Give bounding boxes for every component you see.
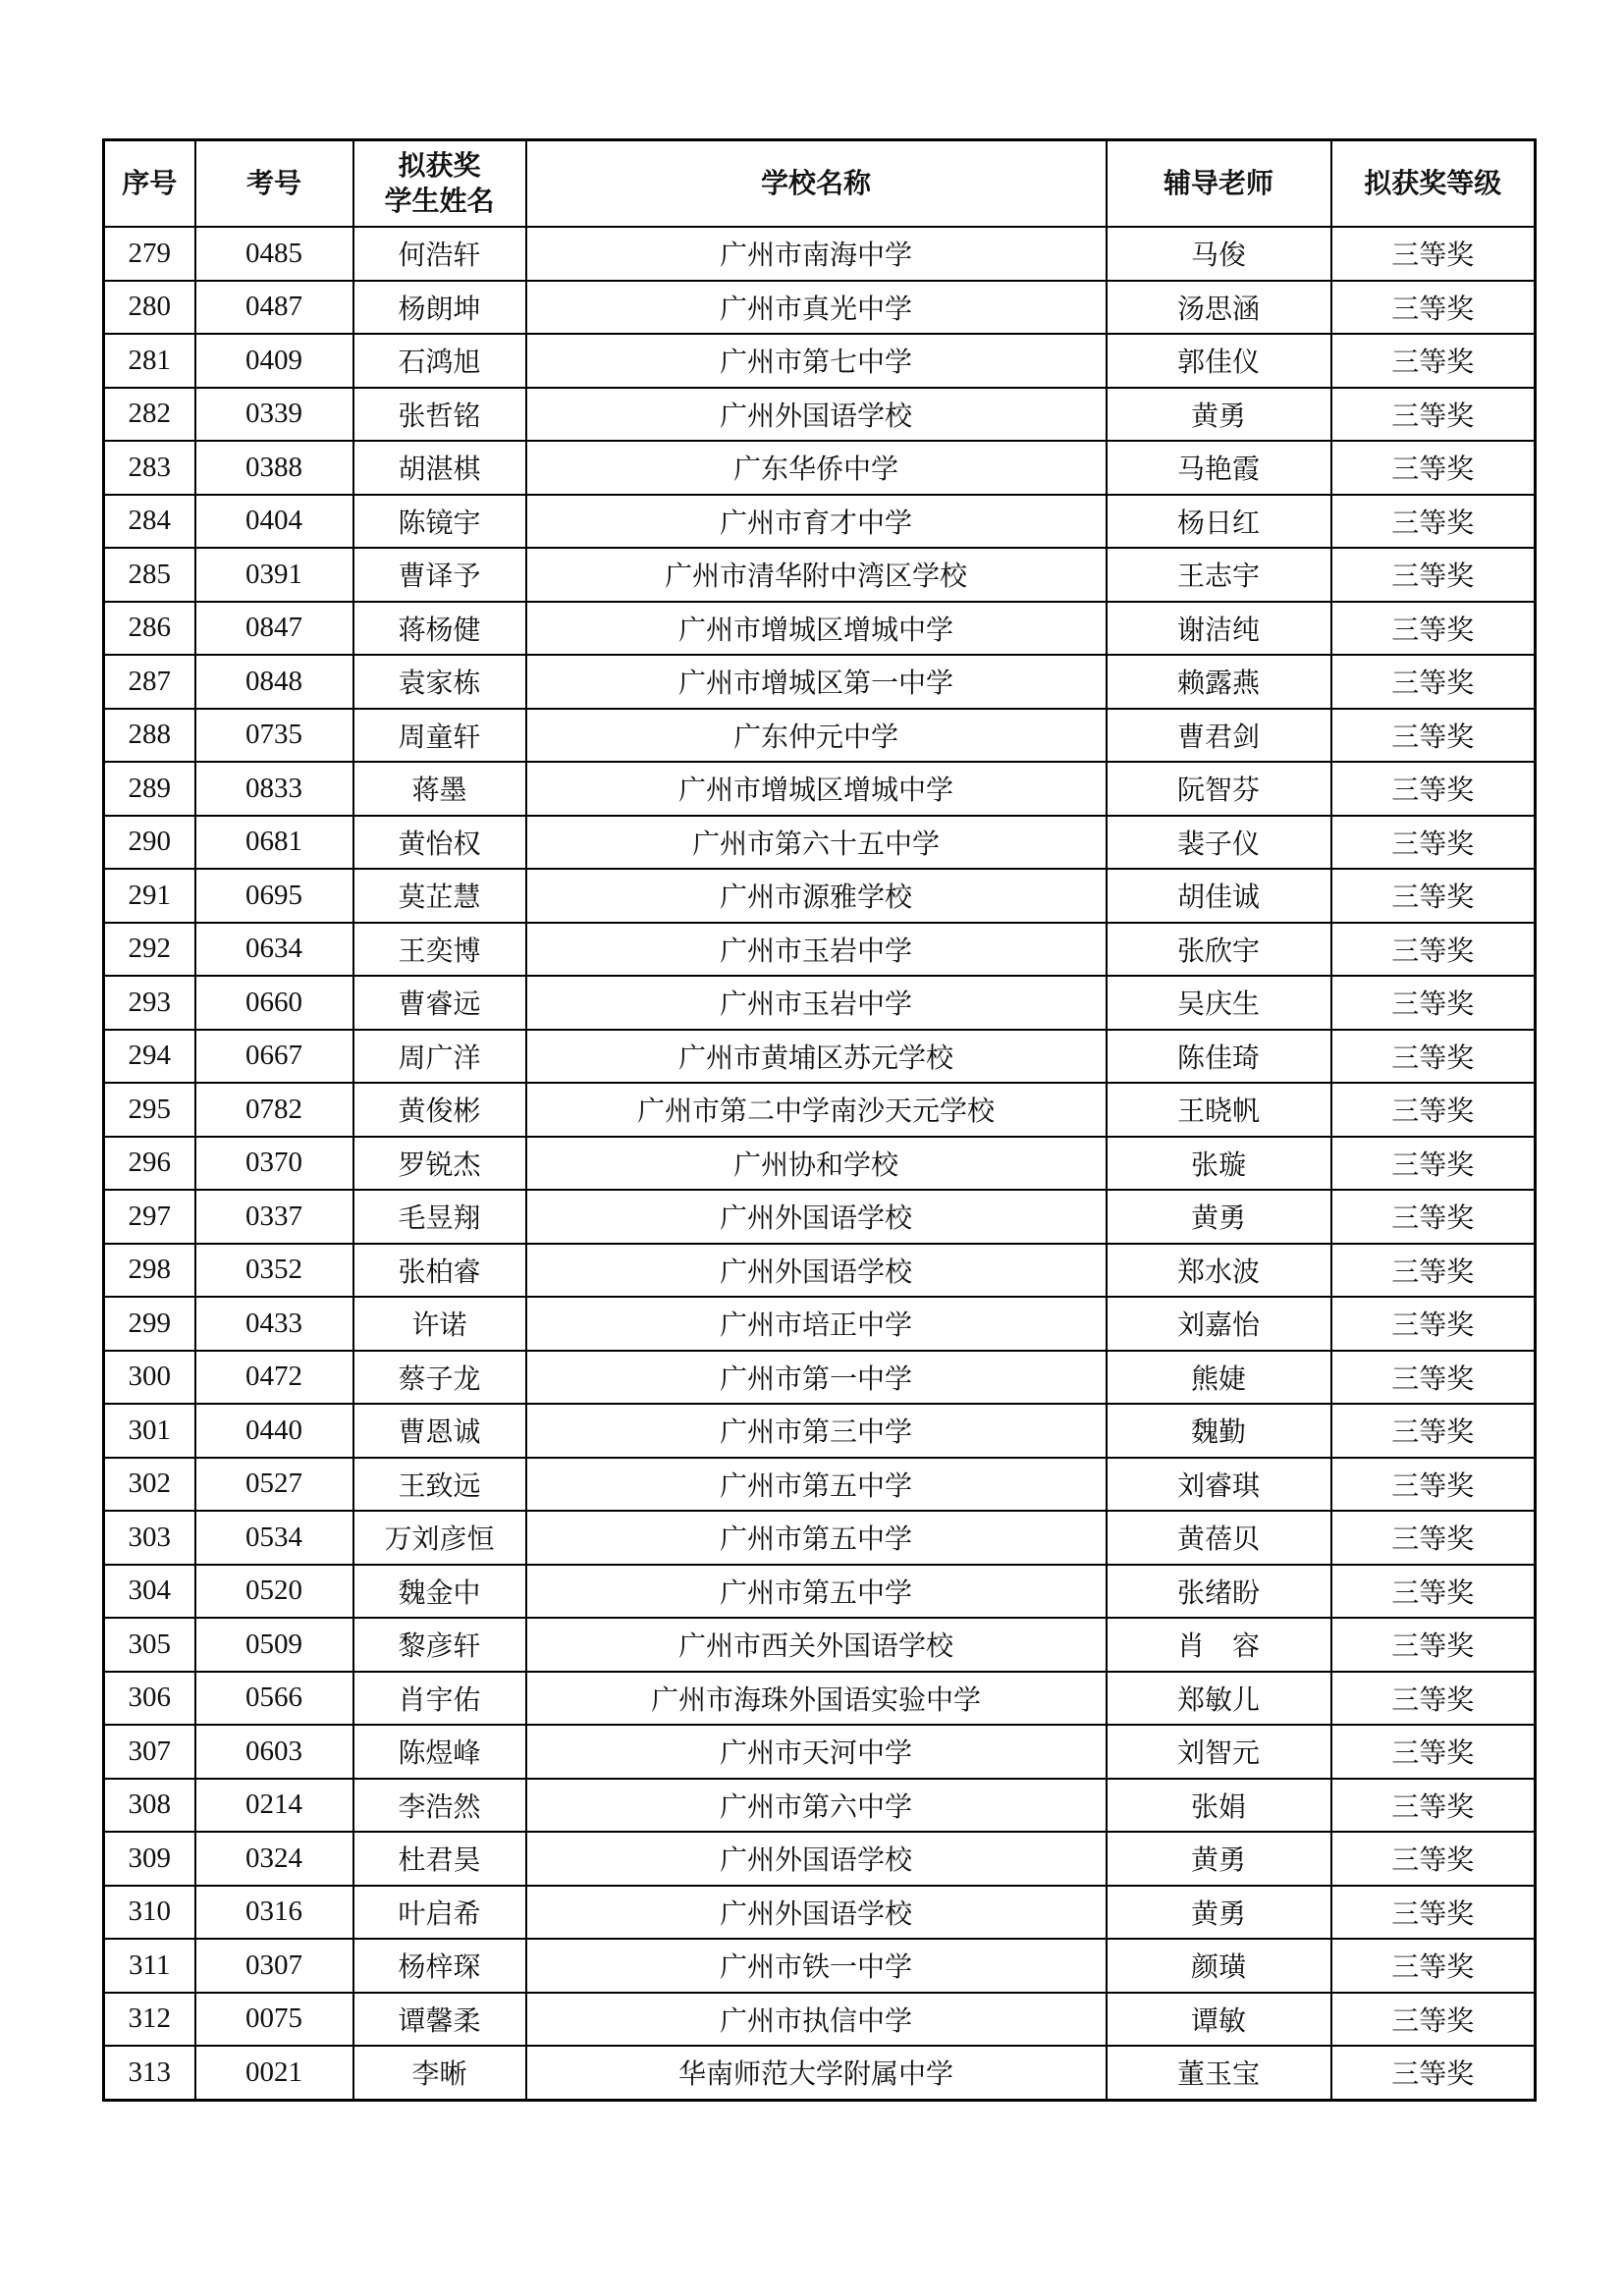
cell-student-name: 李浩然	[353, 1779, 526, 1833]
cell-student-name: 李晰	[353, 2046, 526, 2100]
cell-student-name: 杜君昊	[353, 1832, 526, 1886]
cell-exam-no: 0316	[195, 1886, 353, 1940]
cell-student-name: 罗锐杰	[353, 1137, 526, 1191]
cell-school: 广州外国语学校	[526, 388, 1107, 442]
cell-teacher: 阮智芬	[1107, 762, 1331, 816]
cell-exam-no: 0534	[195, 1511, 353, 1565]
cell-student-name: 曹睿远	[353, 976, 526, 1030]
cell-teacher: 赖露燕	[1107, 655, 1331, 709]
cell-teacher: 胡佳诚	[1107, 869, 1331, 923]
header-award-level: 拟获奖等级	[1331, 140, 1536, 228]
cell-teacher: 王志宇	[1107, 548, 1331, 602]
header-school: 学校名称	[526, 140, 1107, 228]
cell-student-name: 王奕博	[353, 923, 526, 977]
cell-exam-no: 0075	[195, 1993, 353, 2047]
cell-teacher: 马艳霞	[1107, 441, 1331, 495]
cell-school: 广州市海珠外国语实验中学	[526, 1672, 1107, 1726]
table-row	[104, 602, 1536, 656]
table-row	[104, 1886, 1536, 1940]
table-row	[104, 2046, 1536, 2100]
cell-award-level: 三等奖	[1331, 1993, 1536, 2047]
table-row	[104, 1511, 1536, 1565]
cell-seq: 292	[104, 923, 195, 977]
cell-exam-no: 0307	[195, 1939, 353, 1993]
cell-seq: 297	[104, 1190, 195, 1244]
cell-school: 广州市源雅学校	[526, 869, 1107, 923]
cell-student-name: 陈镜宇	[353, 495, 526, 549]
table-row	[104, 1137, 1536, 1191]
table-row	[104, 227, 1536, 281]
cell-seq: 281	[104, 334, 195, 388]
cell-school: 广州市玉岩中学	[526, 923, 1107, 977]
cell-teacher: 黄勇	[1107, 1190, 1331, 1244]
cell-award-level: 三等奖	[1331, 1779, 1536, 1833]
cell-exam-no: 0527	[195, 1458, 353, 1512]
cell-student-name: 张柏睿	[353, 1244, 526, 1298]
cell-award-level: 三等奖	[1331, 1672, 1536, 1726]
cell-school: 广州市西关外国语学校	[526, 1618, 1107, 1672]
cell-student-name: 陈煜峰	[353, 1725, 526, 1779]
table-row	[104, 1565, 1536, 1619]
award-list-table	[102, 138, 1537, 2102]
cell-school: 华南师范大学附属中学	[526, 2046, 1107, 2100]
table-row	[104, 923, 1536, 977]
cell-award-level: 三等奖	[1331, 2046, 1536, 2100]
cell-student-name: 蔡子龙	[353, 1351, 526, 1405]
cell-student-name: 肖宇佑	[353, 1672, 526, 1726]
cell-student-name: 张哲铭	[353, 388, 526, 442]
cell-teacher: 吴庆生	[1107, 976, 1331, 1030]
table-row	[104, 1939, 1536, 1993]
cell-award-level: 三等奖	[1331, 1939, 1536, 1993]
cell-award-level: 三等奖	[1331, 1404, 1536, 1458]
table-row	[104, 976, 1536, 1030]
cell-school: 广州市第五中学	[526, 1565, 1107, 1619]
cell-exam-no: 0214	[195, 1779, 353, 1833]
cell-award-level: 三等奖	[1331, 602, 1536, 656]
cell-student-name: 许诺	[353, 1297, 526, 1351]
cell-school: 广州市培正中学	[526, 1297, 1107, 1351]
cell-student-name: 万刘彦恒	[353, 1511, 526, 1565]
cell-award-level: 三等奖	[1331, 1190, 1536, 1244]
cell-exam-no: 0667	[195, 1030, 353, 1084]
cell-school: 广州外国语学校	[526, 1886, 1107, 1940]
cell-teacher: 颜璜	[1107, 1939, 1331, 1993]
cell-school: 广东华侨中学	[526, 441, 1107, 495]
cell-seq: 307	[104, 1725, 195, 1779]
cell-seq: 295	[104, 1083, 195, 1137]
header-exam-no: 考号	[195, 140, 353, 228]
cell-exam-no: 0603	[195, 1725, 353, 1779]
cell-exam-no: 0337	[195, 1190, 353, 1244]
cell-seq: 296	[104, 1137, 195, 1191]
cell-seq: 310	[104, 1886, 195, 1940]
cell-exam-no: 0695	[195, 869, 353, 923]
cell-school: 广州市执信中学	[526, 1993, 1107, 2047]
cell-award-level: 三等奖	[1331, 1725, 1536, 1779]
cell-award-level: 三等奖	[1331, 495, 1536, 549]
cell-student-name: 黄俊彬	[353, 1083, 526, 1137]
table-row	[104, 1297, 1536, 1351]
table-row	[104, 1244, 1536, 1298]
cell-seq: 285	[104, 548, 195, 602]
cell-seq: 288	[104, 709, 195, 763]
cell-exam-no: 0782	[195, 1083, 353, 1137]
cell-school: 广州市清华附中湾区学校	[526, 548, 1107, 602]
cell-school: 广州市第五中学	[526, 1511, 1107, 1565]
header-student-name-line1: 拟获奖	[398, 149, 481, 182]
cell-award-level: 三等奖	[1331, 709, 1536, 763]
cell-school: 广东仲元中学	[526, 709, 1107, 763]
cell-teacher: 谭敏	[1107, 1993, 1331, 2047]
cell-teacher: 曹君剑	[1107, 709, 1331, 763]
cell-award-level: 三等奖	[1331, 976, 1536, 1030]
cell-school: 广州市第六中学	[526, 1779, 1107, 1833]
table-row	[104, 1083, 1536, 1137]
cell-student-name: 莫芷慧	[353, 869, 526, 923]
cell-seq: 302	[104, 1458, 195, 1512]
header-teacher: 辅导老师	[1107, 140, 1331, 228]
cell-exam-no: 0324	[195, 1832, 353, 1886]
cell-seq: 305	[104, 1618, 195, 1672]
cell-teacher: 张绪盼	[1107, 1565, 1331, 1619]
cell-award-level: 三等奖	[1331, 1137, 1536, 1191]
cell-teacher: 张欣宇	[1107, 923, 1331, 977]
cell-award-level: 三等奖	[1331, 869, 1536, 923]
cell-exam-no: 0433	[195, 1297, 353, 1351]
cell-exam-no: 0352	[195, 1244, 353, 1298]
cell-seq: 311	[104, 1939, 195, 1993]
cell-student-name: 王致远	[353, 1458, 526, 1512]
cell-exam-no: 0634	[195, 923, 353, 977]
cell-student-name: 周广洋	[353, 1030, 526, 1084]
cell-exam-no: 0472	[195, 1351, 353, 1405]
cell-exam-no: 0388	[195, 441, 353, 495]
cell-teacher: 谢洁纯	[1107, 602, 1331, 656]
cell-teacher: 黄勇	[1107, 1832, 1331, 1886]
cell-exam-no: 0487	[195, 281, 353, 335]
cell-seq: 280	[104, 281, 195, 335]
cell-student-name: 何浩轩	[353, 227, 526, 281]
cell-seq: 284	[104, 495, 195, 549]
cell-student-name: 石鸿旭	[353, 334, 526, 388]
cell-seq: 312	[104, 1993, 195, 2047]
cell-school: 广州外国语学校	[526, 1244, 1107, 1298]
cell-teacher: 郑水波	[1107, 1244, 1331, 1298]
cell-seq: 304	[104, 1565, 195, 1619]
cell-student-name: 毛昱翔	[353, 1190, 526, 1244]
cell-award-level: 三等奖	[1331, 1244, 1536, 1298]
cell-teacher: 黄勇	[1107, 1886, 1331, 1940]
table-row	[104, 1458, 1536, 1512]
cell-seq: 279	[104, 227, 195, 281]
cell-student-name: 蒋墨	[353, 762, 526, 816]
cell-seq: 298	[104, 1244, 195, 1298]
table-row	[104, 816, 1536, 870]
table-row	[104, 762, 1536, 816]
cell-school: 广州市天河中学	[526, 1725, 1107, 1779]
cell-school: 广州市第三中学	[526, 1404, 1107, 1458]
cell-award-level: 三等奖	[1331, 1297, 1536, 1351]
cell-seq: 293	[104, 976, 195, 1030]
cell-exam-no: 0847	[195, 602, 353, 656]
cell-school: 广州市第一中学	[526, 1351, 1107, 1405]
cell-exam-no: 0021	[195, 2046, 353, 2100]
cell-seq: 282	[104, 388, 195, 442]
cell-school: 广州市铁一中学	[526, 1939, 1107, 1993]
cell-exam-no: 0509	[195, 1618, 353, 1672]
cell-student-name: 曹译予	[353, 548, 526, 602]
cell-student-name: 杨朗坤	[353, 281, 526, 335]
cell-seq: 303	[104, 1511, 195, 1565]
table-row	[104, 869, 1536, 923]
cell-seq: 294	[104, 1030, 195, 1084]
cell-teacher: 董玉宝	[1107, 2046, 1331, 2100]
cell-seq: 286	[104, 602, 195, 656]
cell-seq: 306	[104, 1672, 195, 1726]
cell-student-name: 黎彦轩	[353, 1618, 526, 1672]
table-row	[104, 709, 1536, 763]
cell-teacher: 黄蓓贝	[1107, 1511, 1331, 1565]
cell-school: 广州市第七中学	[526, 334, 1107, 388]
cell-seq: 290	[104, 816, 195, 870]
cell-award-level: 三等奖	[1331, 1886, 1536, 1940]
cell-award-level: 三等奖	[1331, 816, 1536, 870]
cell-school: 广州市增城区增城中学	[526, 762, 1107, 816]
cell-award-level: 三等奖	[1331, 1351, 1536, 1405]
cell-award-level: 三等奖	[1331, 334, 1536, 388]
cell-teacher: 熊婕	[1107, 1351, 1331, 1405]
cell-award-level: 三等奖	[1331, 388, 1536, 442]
header-student-name	[353, 140, 526, 228]
cell-award-level: 三等奖	[1331, 1511, 1536, 1565]
cell-student-name: 杨梓琛	[353, 1939, 526, 1993]
cell-award-level: 三等奖	[1331, 548, 1536, 602]
cell-award-level: 三等奖	[1331, 1565, 1536, 1619]
cell-exam-no: 0848	[195, 655, 353, 709]
cell-exam-no: 0735	[195, 709, 353, 763]
table-row	[104, 441, 1536, 495]
cell-exam-no: 0520	[195, 1565, 353, 1619]
cell-seq: 291	[104, 869, 195, 923]
header-row	[104, 140, 1536, 228]
table-row	[104, 1030, 1536, 1084]
cell-exam-no: 0440	[195, 1404, 353, 1458]
cell-school: 广州市增城区第一中学	[526, 655, 1107, 709]
cell-seq: 300	[104, 1351, 195, 1405]
cell-seq: 313	[104, 2046, 195, 2100]
cell-seq: 308	[104, 1779, 195, 1833]
cell-award-level: 三等奖	[1331, 227, 1536, 281]
cell-school: 广州市第五中学	[526, 1458, 1107, 1512]
cell-exam-no: 0370	[195, 1137, 353, 1191]
cell-school: 广州外国语学校	[526, 1832, 1107, 1886]
cell-seq: 309	[104, 1832, 195, 1886]
cell-teacher: 王晓帆	[1107, 1083, 1331, 1137]
table-row	[104, 655, 1536, 709]
cell-exam-no: 0566	[195, 1672, 353, 1726]
cell-teacher: 刘智元	[1107, 1725, 1331, 1779]
cell-school: 广州市玉岩中学	[526, 976, 1107, 1030]
cell-school: 广州市黄埔区苏元学校	[526, 1030, 1107, 1084]
table-body	[104, 227, 1536, 2100]
table-row	[104, 1725, 1536, 1779]
table-row	[104, 1993, 1536, 2047]
cell-teacher: 张璇	[1107, 1137, 1331, 1191]
cell-student-name: 魏金中	[353, 1565, 526, 1619]
cell-teacher: 杨日红	[1107, 495, 1331, 549]
cell-exam-no: 0391	[195, 548, 353, 602]
table-header	[104, 140, 1536, 228]
cell-teacher: 陈佳琦	[1107, 1030, 1331, 1084]
cell-school: 广州外国语学校	[526, 1190, 1107, 1244]
cell-seq: 287	[104, 655, 195, 709]
table-row	[104, 1779, 1536, 1833]
cell-exam-no: 0339	[195, 388, 353, 442]
cell-teacher: 黄勇	[1107, 388, 1331, 442]
cell-student-name: 胡湛棋	[353, 441, 526, 495]
cell-award-level: 三等奖	[1331, 762, 1536, 816]
cell-teacher: 汤思涵	[1107, 281, 1331, 335]
cell-teacher: 魏勤	[1107, 1404, 1331, 1458]
table-row	[104, 1618, 1536, 1672]
table-row	[104, 281, 1536, 335]
cell-seq: 283	[104, 441, 195, 495]
cell-school: 广州市南海中学	[526, 227, 1107, 281]
cell-award-level: 三等奖	[1331, 923, 1536, 977]
cell-teacher: 张娟	[1107, 1779, 1331, 1833]
table-row	[104, 1404, 1536, 1458]
cell-student-name: 周童轩	[353, 709, 526, 763]
cell-teacher: 郑敏儿	[1107, 1672, 1331, 1726]
cell-student-name: 曹恩诚	[353, 1404, 526, 1458]
cell-seq: 299	[104, 1297, 195, 1351]
cell-teacher: 裴子仪	[1107, 816, 1331, 870]
table-row	[104, 548, 1536, 602]
cell-student-name: 黄怡权	[353, 816, 526, 870]
cell-school: 广州协和学校	[526, 1137, 1107, 1191]
cell-award-level: 三等奖	[1331, 281, 1536, 335]
cell-award-level: 三等奖	[1331, 1083, 1536, 1137]
cell-teacher: 刘嘉怡	[1107, 1297, 1331, 1351]
cell-school: 广州市第六十五中学	[526, 816, 1107, 870]
cell-student-name: 谭馨柔	[353, 1993, 526, 2047]
cell-exam-no: 0409	[195, 334, 353, 388]
table-row	[104, 1351, 1536, 1405]
cell-award-level: 三等奖	[1331, 1832, 1536, 1886]
cell-student-name: 袁家栋	[353, 655, 526, 709]
cell-exam-no: 0660	[195, 976, 353, 1030]
cell-seq: 301	[104, 1404, 195, 1458]
cell-teacher: 刘睿琪	[1107, 1458, 1331, 1512]
table-row	[104, 1190, 1536, 1244]
table-row	[104, 334, 1536, 388]
table-row	[104, 388, 1536, 442]
table-row	[104, 1832, 1536, 1886]
table-row	[104, 495, 1536, 549]
cell-award-level: 三等奖	[1331, 1030, 1536, 1084]
cell-school: 广州市第二中学南沙天元学校	[526, 1083, 1107, 1137]
cell-seq: 289	[104, 762, 195, 816]
cell-award-level: 三等奖	[1331, 441, 1536, 495]
header-student-name-line2: 学生姓名	[384, 185, 495, 217]
cell-exam-no: 0833	[195, 762, 353, 816]
cell-teacher: 肖 容	[1107, 1618, 1331, 1672]
cell-exam-no: 0404	[195, 495, 353, 549]
table-row	[104, 1672, 1536, 1726]
cell-exam-no: 0681	[195, 816, 353, 870]
cell-teacher: 马俊	[1107, 227, 1331, 281]
cell-award-level: 三等奖	[1331, 1618, 1536, 1672]
cell-school: 广州市育才中学	[526, 495, 1107, 549]
cell-student-name: 蒋杨健	[353, 602, 526, 656]
cell-student-name: 叶启希	[353, 1886, 526, 1940]
cell-exam-no: 0485	[195, 227, 353, 281]
cell-award-level: 三等奖	[1331, 655, 1536, 709]
header-seq: 序号	[104, 140, 195, 228]
cell-school: 广州市增城区增城中学	[526, 602, 1107, 656]
cell-teacher: 郭佳仪	[1107, 334, 1331, 388]
cell-school: 广州市真光中学	[526, 281, 1107, 335]
cell-award-level: 三等奖	[1331, 1458, 1536, 1512]
